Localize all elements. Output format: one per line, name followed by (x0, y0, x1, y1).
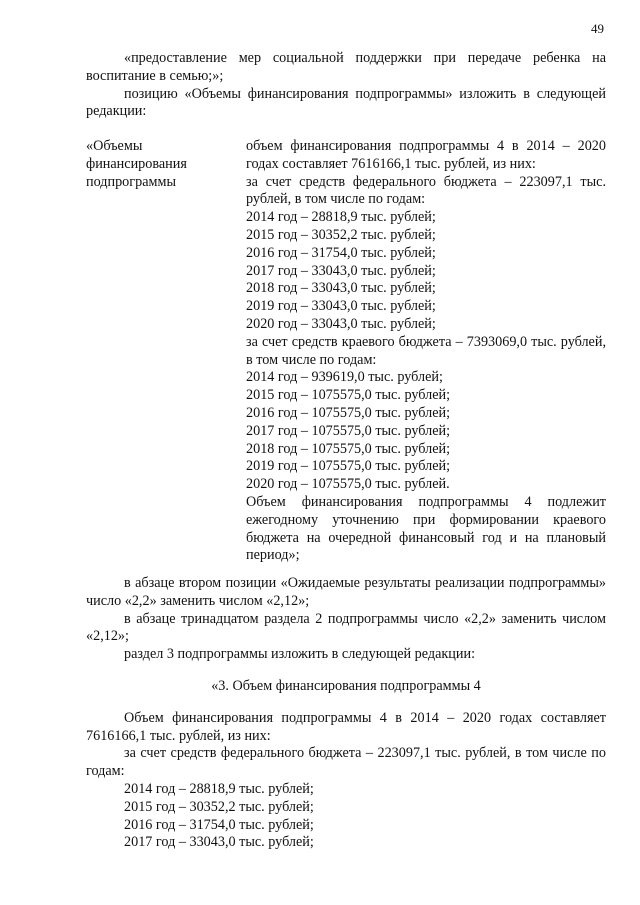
intro-block (86, 50, 606, 121)
table-line: 2014 год – 28818,9 тыс. рублей; (246, 209, 436, 226)
section-paragraph-1: Объем финансирования подпрограммы 4 в 2014 – 2020 годах составляет 7616166,1 тыс. рублей, из них: (86, 709, 606, 744)
table-right-content (246, 138, 606, 565)
table-line: за счет средств федерального бюджета – 223097,1 тыс. рублей, в том числе по годам: (246, 173, 606, 208)
table-line: 2017 год – 33043,0 тыс. рублей; (246, 262, 436, 279)
table-line: объем финансирования подпрограммы 4 в 2014 – 2020 годах составляет 7616166,1 тыс. рублей, из них: (246, 138, 606, 172)
table-line: 2015 год – 30352,2 тыс. рублей; (246, 226, 436, 243)
intro-paragraph-1: «предоставление мер социальной поддержки при передаче ребенка на воспитание в семью;»; (86, 50, 606, 84)
table-line: 2018 год – 33043,0 тыс. рублей; (246, 280, 436, 297)
after-paragraph-1: в абзаце втором позиции «Ожидаемые результаты реализации подпрограммы» число «2,2» заменить числом «2,12»; (86, 575, 606, 609)
section-year-line: 2016 год – 31754,0 тыс. рублей; (124, 816, 314, 833)
page-number: 49 (591, 21, 604, 36)
section-year-line: 2014 год – 28818,9 тыс. рублей; (124, 780, 314, 797)
after-paragraph-2: в абзаце тринадцатом раздела 2 подпрограммы число «2,2» заменить числом «2,12»; (86, 610, 606, 645)
table-line: 2016 год – 31754,0 тыс. рублей; (246, 244, 436, 261)
intro-paragraph-2: позицию «Объемы финансирования подпрограммы» изложить в следующей редакции: (86, 85, 606, 120)
table-line: 2019 год – 33043,0 тыс. рублей; (246, 298, 436, 315)
table-line: 2018 год – 1075575,0 тыс. рублей; (246, 440, 451, 457)
section-paragraph-2: за счет средств федерального бюджета – 223097,1 тыс. рублей, в том числе по годам: (86, 745, 606, 780)
after-block (86, 575, 606, 852)
section-year-line: 2017 год – 33043,0 тыс. рублей; (124, 834, 314, 851)
table-line: 2015 год – 1075575,0 тыс. рублей; (246, 387, 451, 404)
section-title: «3. Объем финансирования подпрограммы 4 (211, 677, 481, 694)
section-year-line: 2015 год – 30352,2 тыс. рублей; (124, 798, 314, 815)
table-line: 2019 год – 1075575,0 тыс. рублей; (246, 458, 451, 475)
table-line: 2020 год – 1075575,0 тыс. рублей. (246, 476, 450, 493)
table-line: 2014 год – 939619,0 тыс. рублей; (246, 369, 443, 386)
table-line: 2016 год – 1075575,0 тыс. рублей; (246, 404, 451, 421)
after-paragraph-3: раздел 3 подпрограммы изложить в следующей редакции: (124, 646, 476, 663)
table-left-label: «Объемы финансирования подпрограммы (86, 138, 187, 190)
table-line: Объем финансирования подпрограммы 4 подлежит ежегодному уточнению при формировании краевого бюджета на очередной финансовый год и на плановый период»; (246, 493, 606, 564)
table-line: 2020 год – 33043,0 тыс. рублей; (246, 315, 436, 332)
table-line: 2017 год – 1075575,0 тыс. рублей; (246, 422, 451, 439)
table-line: за счет средств краевого бюджета – 7393069,0 тыс. рублей, в том числе по годам: (246, 333, 606, 368)
